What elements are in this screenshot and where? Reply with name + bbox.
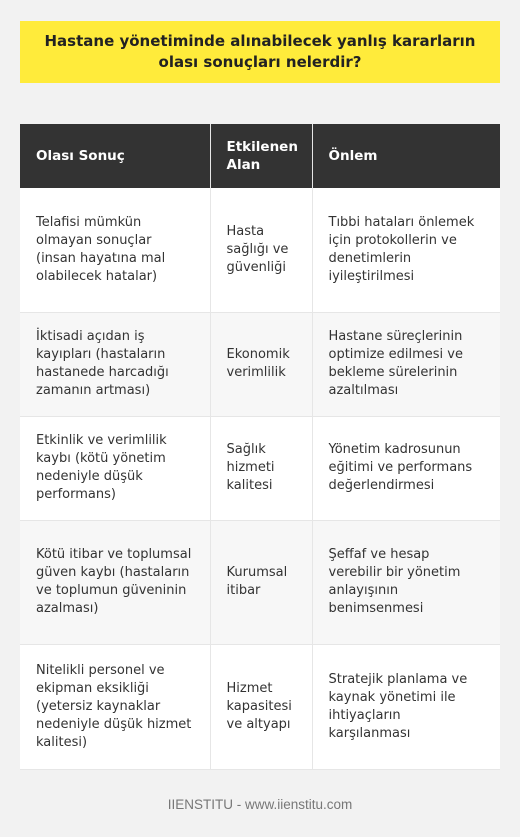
cell-result: Telafisi mümkün olmayan sonuçlar (insan hayatına mal olabilecek hatalar) bbox=[20, 188, 210, 312]
header-measure: Önlem bbox=[312, 124, 500, 188]
cell-result: İktisadi açıdan iş kayıpları (hastaların hastanede harcadığı zamanın artması) bbox=[20, 312, 210, 416]
title-banner bbox=[20, 21, 500, 83]
cell-measure: Yönetim kadrosunun eğitimi ve performans değerlendirmesi bbox=[312, 416, 500, 520]
table-row bbox=[20, 520, 500, 644]
cell-measure: Şeffaf ve hesap verebilir bir yönetim anlayışının benimsenmesi bbox=[312, 520, 500, 644]
cell-area: Hasta sağlığı ve güvenliği bbox=[210, 188, 312, 312]
table-row bbox=[20, 416, 500, 520]
cell-area: Hizmet kapasitesi ve altyapı bbox=[210, 644, 312, 769]
cell-area: Kurumsal itibar bbox=[210, 520, 312, 644]
cell-result: Kötü itibar ve toplumsal güven kaybı (hastaların ve toplumun güveninin azalması) bbox=[20, 520, 210, 644]
cell-area: Sağlık hizmeti kalitesi bbox=[210, 416, 312, 520]
table-row bbox=[20, 644, 500, 769]
table-header-row bbox=[20, 124, 500, 188]
table-row bbox=[20, 188, 500, 312]
consequences-table bbox=[20, 124, 500, 770]
page-title: Hastane yönetiminde alınabilecek yanlış kararların olası sonuçları nelerdir? bbox=[44, 32, 476, 71]
cell-measure: Tıbbi hataları önlemek için protokollerin ve denetimlerin iyileştirilmesi bbox=[312, 188, 500, 312]
cell-measure: Hastane süreçlerinin optimize edilmesi ve bekleme sürelerinin azaltılması bbox=[312, 312, 500, 416]
cell-measure: Stratejik planlama ve kaynak yönetimi ile ihtiyaçların karşılanması bbox=[312, 644, 500, 769]
cell-result: Nitelikli personel ve ekipman eksikliği (yetersiz kaynaklar nedeniyle düşük hizmet kalitesi) bbox=[20, 644, 210, 769]
cell-result: Etkinlik ve verimlilik kaybı (kötü yönetim nedeniyle düşük performans) bbox=[20, 416, 210, 520]
footer-credit: IIENSTITU - www.iienstitu.com bbox=[167, 797, 353, 812]
header-result: Olası Sonuç bbox=[20, 124, 210, 188]
cell-area: Ekonomik verimlilik bbox=[210, 312, 312, 416]
table-row bbox=[20, 312, 500, 416]
header-area: Etkilenen Alan bbox=[210, 124, 312, 188]
